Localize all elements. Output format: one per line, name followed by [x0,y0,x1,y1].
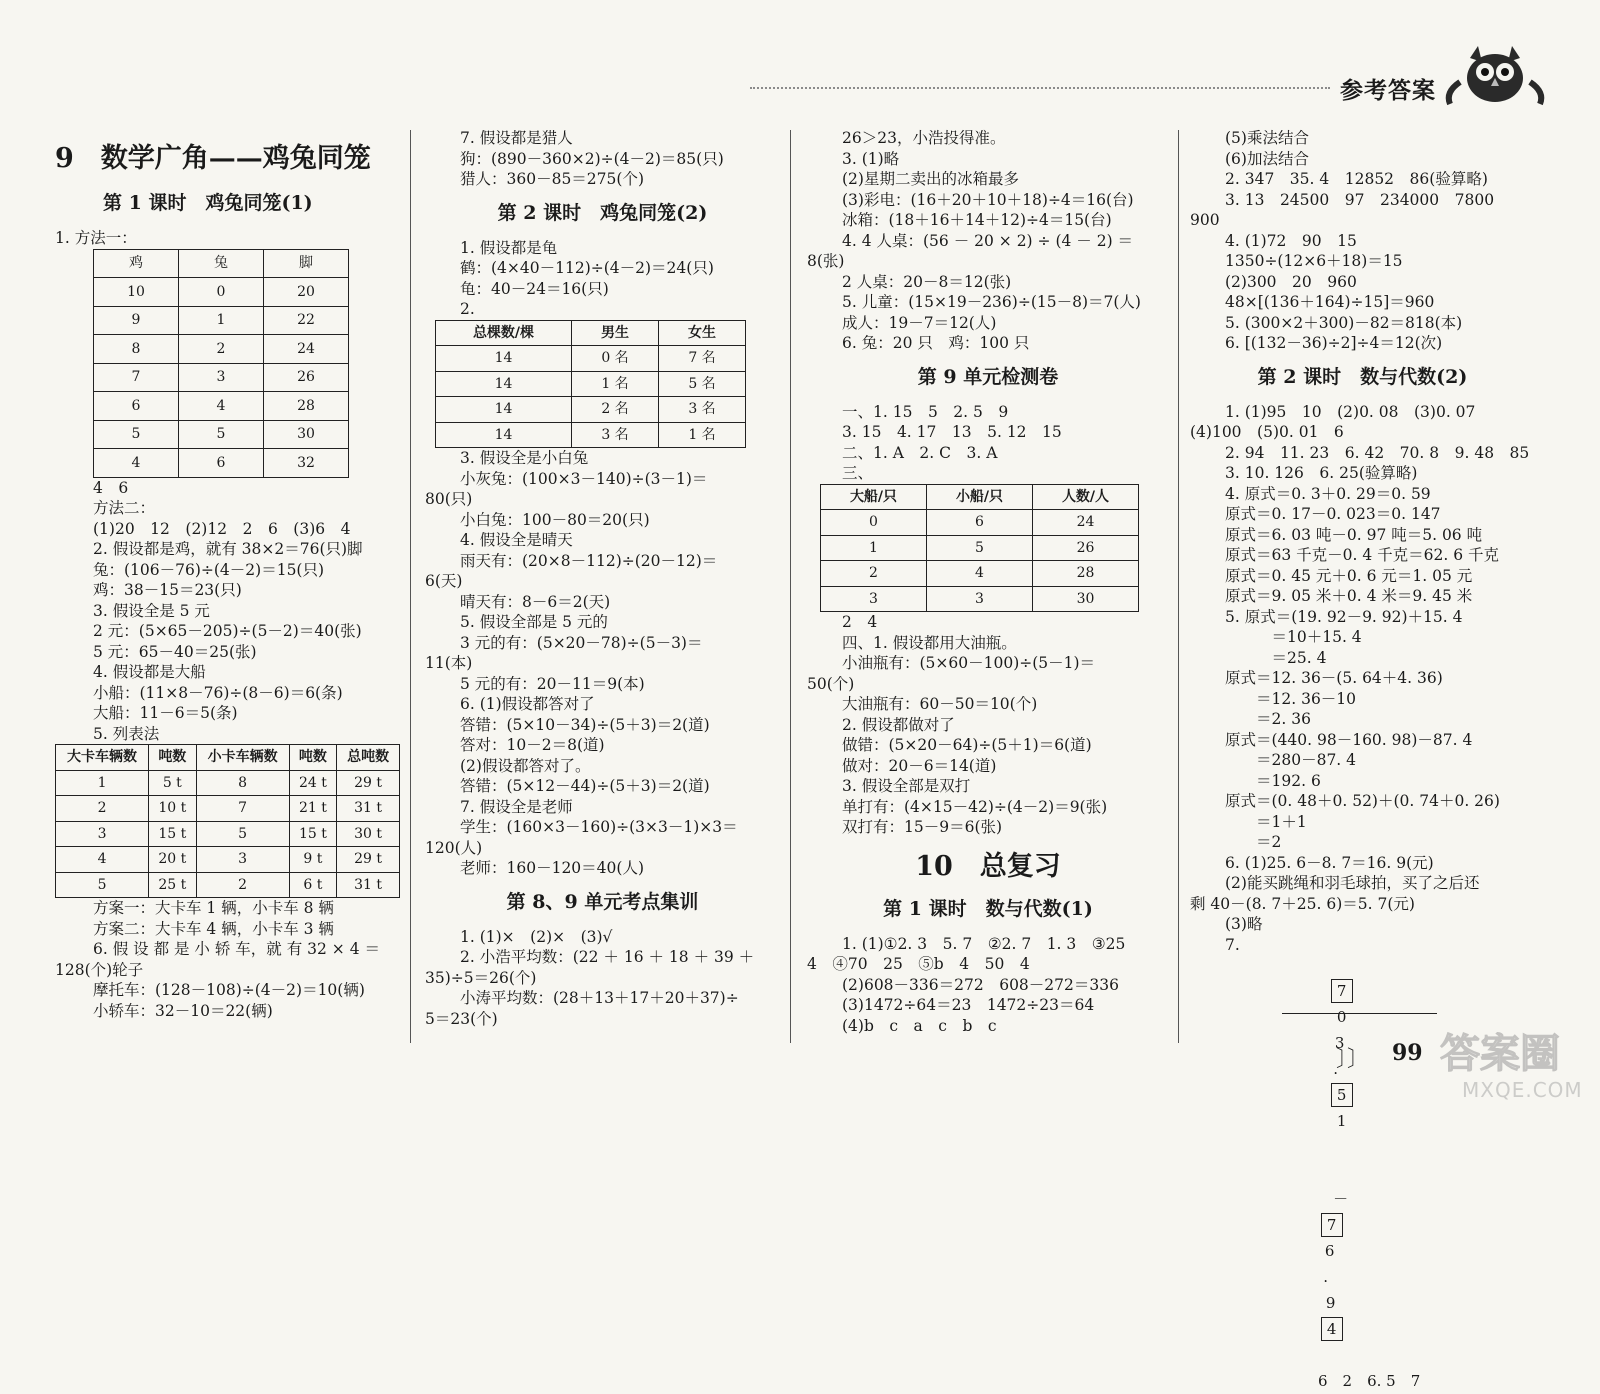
text-line: 4. (1)72 90 15 [1225,231,1357,250]
text-line: 方案一：大卡车 1 辆，小卡车 8 辆 [93,899,334,917]
text-line: 128(个)轮子 [55,960,144,979]
table-row [56,796,400,822]
table-cell: 1 [56,770,149,796]
table-cell: 1 名 [572,371,659,397]
table-header-cell: 鸡 [94,249,179,278]
table-cell: 3 [56,821,149,847]
table-header-cell: 男生 [572,320,659,346]
text-line: 大船：11－6＝5(条) [93,704,238,722]
table-cell: 28 [264,392,349,421]
text-line: (2)星期二卖出的冰箱最多 [842,170,1019,188]
digit: 0 [1336,1008,1347,1026]
text-line: (2)608－336＝272 608－272＝336 [842,975,1119,994]
text-line: 做错：(5×20－64)÷(5＋1)＝6(道) [842,736,1092,754]
table-cell: 0 [179,278,264,307]
text-line: 4. 原式＝0. 3＋0. 29＝0. 59 [1225,484,1431,503]
table-header-cell: 脚 [264,249,349,278]
table-row [821,535,1139,561]
table-cell: 8 [196,770,289,796]
text-line: ＝2. 36 [1225,710,1311,728]
text-line: 做对：20－6＝14(道) [842,756,997,775]
table-cell: 6 [179,449,264,478]
table-cell: 1 [179,306,264,335]
text-line: 4. 4 人桌：(56 － 20 × 2) ÷ (4 － 2) ＝ [842,231,1134,250]
table-cell: 2 [179,335,264,364]
column-4 [1190,128,1535,955]
text-line: 小油瓶有：(5×60－100)÷(5－1)＝ [842,654,1096,672]
text-line: ＝1＋1 [1225,812,1307,831]
digit: 9 [1325,1294,1336,1312]
subtraction-rule [1282,1013,1437,1014]
table-header-cell: 大船/只 [821,484,927,510]
text-line: 兔：(106－76)÷(4－2)＝15(只) [93,560,325,579]
table-cell: 2 名 [572,397,659,423]
column-divider-2 [790,130,791,1043]
column-3 [807,128,1169,1036]
table-row [94,278,349,307]
text-line: ＝280－87. 4 [1225,751,1357,769]
table-cell: 24 t [289,770,337,796]
table-header-cell: 总吨数 [337,745,400,771]
text-line: 三、 [842,464,874,482]
table-row [821,510,1139,536]
text-line: 原式＝0. 45 元＋0. 6 元＝1. 05 元 [1225,566,1473,585]
table-row [436,397,746,423]
table-header-cell: 吨数 [289,745,337,771]
table-cell: 30 [264,420,349,449]
text-line: 2. 假设都是鸡，就有 38×2＝76(只)脚 [93,540,363,558]
table-cell: 4 [927,561,1033,587]
column-divider-1 [410,130,411,1043]
text-line: 原式＝12. 36－(5. 64＋4. 36) [1225,669,1443,687]
table-cell: 14 [436,422,572,448]
text-line: 1. (1)①2. 3 5. 7 ②2. 7 1. 3 ③25 [842,934,1126,953]
lesson-title: 第 1 课时 数与代数(1) [883,897,1093,920]
text-line: 5. (300×2＋300)－82＝818(本) [1225,313,1463,332]
table-cell: 4 [94,449,179,478]
vertical-subtraction [1268,952,1420,1394]
table-cell: 32 [264,449,349,478]
table-header-row [821,484,1139,510]
table-cell: 30 [1033,586,1139,612]
unit-title: 10 总复习 [915,850,1061,882]
column-1 [55,132,400,1021]
text-line: 原式＝63 千克－0. 4 千克＝62. 6 千克 [1225,546,1500,564]
text-line: 学生：(160×3－160)÷(3×3－1)×3＝ [460,818,738,836]
text-line: 原式＝(440. 98－160. 98)－87. 4 [1225,730,1473,749]
text-line: 48×[(136＋164)÷15]＝960 [1225,293,1435,311]
text-line: 答对：10－2＝8(道) [460,736,605,754]
text-line: 双打有：15－9＝6(张) [842,818,1003,836]
table-cell: 7 [94,363,179,392]
table-header-row [94,249,349,278]
table-cell: 5 [179,420,264,449]
table-cell: 20 t [149,847,197,873]
table-cell: 6 [94,392,179,421]
table-cell: 5 [196,821,289,847]
text-line: 二、1. A 2. C 3. A [842,443,998,462]
text-line: 方案二：大卡车 4 辆，小卡车 3 辆 [93,919,334,938]
subtrahend-row [1292,1160,1420,1368]
text-line: 900 [1190,211,1220,229]
page-decoration: 〕〕 [1336,1047,1370,1072]
lesson-title: 第 2 课时 鸡兔同笼(2) [497,201,708,224]
text-line: 2 4 [842,613,878,631]
header-title: 参考答案 [1340,77,1436,104]
text-line: 单打有：(4×15－42)÷(4－2)＝9(张) [842,797,1108,816]
text-line: 鸡：38－15＝23(只) [93,581,242,599]
text-line: 80(只) [425,490,473,508]
text-line: 50(个) [807,674,855,693]
text-line: (6)加法结合 [1225,149,1309,168]
table-header-cell: 兔 [179,249,264,278]
text-line: 3. 假设全是小白兔 [460,449,589,467]
text-line: 2. 假设都做对了 [842,715,955,734]
table-cell: 26 [1033,535,1139,561]
text-line: 四、1. 假设都用大油瓶。 [842,633,1017,652]
chicken-rabbit-table [93,249,349,478]
truck-table [55,744,400,898]
table-header-cell: 小船/只 [927,484,1033,510]
text-line: 120(人) [425,838,483,857]
text-line: 8(张) [807,252,845,270]
text-line: 4. 假设都是大船 [93,663,206,681]
text-line: 7. 假设全是老师 [460,797,573,816]
table-cell: 3 [196,847,289,873]
digit-box: 5 [1331,1083,1353,1107]
text-line: 剩 40－(8. 7＋25. 6)＝5. 7(元) [1190,894,1415,913]
table-cell: 0 [821,510,927,536]
text-line: 狗：(890－360×2)÷(4－2)＝85(只) [460,149,724,168]
table-cell: 10 t [149,796,197,822]
table-cell: 15 t [289,821,337,847]
text-line: 5＝23(个) [425,1009,498,1028]
table-row [821,586,1139,612]
table-row [56,872,400,898]
watermark-url: MXQE.COM [1462,1078,1583,1102]
text-line: 1. 方法一： [55,229,137,247]
text-line: 原式＝6. 03 吨－0. 97 吨＝5. 06 吨 [1225,525,1483,544]
text-line: 原式＝(0. 48＋0. 52)＋(0. 74＋0. 26) [1225,792,1500,810]
table-row [94,306,349,335]
text-line: 5 元：65－40＝25(张) [93,642,257,661]
text-line: (4)100 (5)0. 01 6 [1190,423,1344,441]
table-cell: 24 [264,335,349,364]
table-cell: 3 [821,586,927,612]
table-cell: 2 [821,561,927,587]
text-line: 5. 原式＝(19. 92－9. 92)＋15. 4 [1225,607,1463,626]
text-line: 冰箱：(18＋16＋14＋12)÷4＝15(台) [842,211,1112,229]
text-line: 雨天有：(20×8－112)÷(20－12)＝ [460,551,718,570]
table-cell: 26 [264,363,349,392]
table-header-row [56,745,400,771]
table-row [436,422,746,448]
table-header-cell: 小卡车辆数 [196,745,289,771]
watermark-text: 答案圈 [1440,1031,1560,1077]
table-cell: 5 [56,872,149,898]
table-cell: 31 t [337,796,400,822]
text-line: 2. 小浩平均数：(22 ＋ 16 ＋ 18 ＋ 39 ＋ [460,948,755,966]
text-line: (3)略 [1225,915,1263,933]
table-cell: 20 [264,278,349,307]
text-line: 鹤：(4×40－112)÷(4－2)＝24(只) [460,259,714,277]
table-cell: 7 名 [659,346,746,372]
table-cell: 9 t [289,847,337,873]
table-cell: 5 [94,420,179,449]
table-cell: 1 名 [659,422,746,448]
text-line: 2. [460,300,475,318]
lesson-title: 第 2 课时 数与代数(2) [1257,365,1468,388]
text-line: 3. 假设全是 5 元 [93,601,210,620]
table-cell: 29 t [337,847,400,873]
result-row: 6 2 6. 5 7 [1318,1372,1421,1390]
text-line: 3. 15 4. 17 13 5. 12 15 [842,423,1062,441]
table-header-cell: 总棵数/棵 [436,320,572,346]
table-cell: 4 [56,847,149,873]
text-line: 3. (1)略 [842,149,900,168]
header-dotted-rule [750,87,1330,89]
minus-sign: － [1333,1190,1349,1208]
table-header-cell: 大卡车辆数 [56,745,149,771]
table-cell: 2 [56,796,149,822]
text-line: 小灰兔：(100×3－140)÷(3－1)＝ [460,469,708,488]
text-line: (2)300 20 960 [1225,272,1357,291]
decimal-point: . [1323,1268,1328,1286]
table-cell: 1 [821,535,927,561]
table-cell: 14 [436,397,572,423]
table-row [56,821,400,847]
table-cell: 14 [436,346,572,372]
text-line: 摩托车：(128－108)÷(4－2)＝10(辆) [93,981,365,999]
text-line: 3. 假设全部是双打 [842,777,971,795]
table-cell: 29 t [337,770,400,796]
table-cell: 24 [1033,510,1139,536]
students-table [435,320,746,449]
table-row [821,561,1139,587]
table-cell: 0 名 [572,346,659,372]
text-line: 7. 假设都是猎人 [460,129,573,147]
text-line: 2 元：(5×65－205)÷(5－2)＝40(张) [93,622,362,640]
unit-title: 9 数学广角——鸡兔同笼 [55,143,371,174]
text-line: 6. (1)假设都答对了 [460,695,595,713]
table-row [94,449,349,478]
page-number: 99 [1392,1040,1423,1066]
text-line: 2. 347 35. 4 12852 86(验算略) [1225,170,1488,188]
digit: 3 [1334,1034,1345,1052]
text-line: 4. 假设全是晴天 [460,531,573,549]
text-line: 4 ④70 25 ⑤b 4 50 4 [807,955,1030,973]
table-cell: 10 [94,278,179,307]
table-cell: 3 [179,363,264,392]
text-line: 6. (1)25. 6－8. 7＝16. 9(元) [1225,853,1434,872]
text-line: 26＞23，小浩投得准。 [842,129,1006,147]
table-header-cell: 人数/人 [1033,484,1139,510]
text-line: 答错：(5×12－44)÷(5＋3)＝2(道) [460,777,710,795]
table-cell: 25 t [149,872,197,898]
column-divider-3 [1178,130,1179,1043]
table-row [94,363,349,392]
table-row [94,392,349,421]
digit-box: 7 [1321,1213,1343,1237]
section-title: 第 8、9 单元考点集训 [506,890,699,913]
text-line: 1. 假设都是龟 [460,238,558,257]
text-line: 4 6 [93,478,129,497]
table-cell: 6 t [289,872,337,898]
text-line: 5. 列表法 [93,724,160,743]
digit-box: 7 [1331,979,1353,1003]
text-line: 3 元的有：(5×20－78)÷(5－3)＝ [460,633,703,652]
digit: 1 [1336,1112,1347,1130]
text-line: (3)彩电：(16＋20＋10＋18)÷4＝16(台) [842,190,1134,209]
text-line: 方法二： [93,499,156,517]
text-line: 小白兔：100－80＝20(只) [460,510,650,529]
text-line: 2 人桌：20－8＝12(张) [842,272,1012,291]
table-row [56,847,400,873]
text-line: 1350÷(12×6＋18)＝15 [1225,252,1403,270]
table-cell: 30 t [337,821,400,847]
text-line: 原式＝0. 17－0. 023＝0. 147 [1225,505,1441,523]
table-cell: 2 [196,872,289,898]
section-title: 第 9 单元检测卷 [917,365,1059,388]
table-cell: 5 [927,535,1033,561]
table-row [94,335,349,364]
watermark-logo [1440,1030,1590,1130]
text-line: 老师：160－120＝40(人) [460,859,644,877]
text-line: 1. (1)95 10 (2)0. 08 (3)0. 07 [1225,402,1476,421]
text-line: ＝12. 36－10 [1225,689,1357,708]
text-line: 7. [1225,935,1240,954]
table-header-cell: 女生 [659,320,746,346]
text-line: ＝25. 4 [1225,648,1327,667]
text-line: ＝192. 6 [1225,771,1321,790]
text-line: 3. 10. 126 6. 25(验算略) [1225,464,1418,482]
table-cell: 31 t [337,872,400,898]
text-line: ＝10＋15. 4 [1225,628,1362,646]
text-line: (2)能买跳绳和羽毛球拍，买了之后还 [1225,874,1480,892]
text-line: 5. 儿童：(15×19－236)÷(15－8)＝7(人) [842,293,1141,311]
column-2 [425,128,780,1029]
text-line: (3)1472÷64＝23 1472÷23＝64 [842,996,1095,1014]
table-row [436,371,746,397]
lesson-title: 第 1 课时 鸡兔同笼(1) [103,192,313,214]
digit-box: 4 [1321,1317,1343,1341]
text-line: (2)假设都答对了。 [460,756,591,775]
table-cell: 28 [1033,561,1139,587]
text-line: 35)÷5＝26(个) [425,968,537,987]
text-line: 11(本) [425,654,473,672]
text-line: (5)乘法结合 [1225,129,1309,147]
table-header-cell: 吨数 [149,745,197,771]
table-cell: 3 名 [659,397,746,423]
text-line: 6(天) [425,572,463,590]
text-line: 3. 13 24500 97 234000 7800 [1225,190,1495,209]
table-row [94,420,349,449]
text-line: 小轿车：32－10＝22(辆) [93,1001,273,1020]
text-line: 6. 假 设 都 是 小 轿 车，就 有 32 × 4 ＝ [93,940,380,958]
table-cell: 6 [927,510,1033,536]
table-cell: 8 [94,335,179,364]
text-line: ＝2 [1225,833,1282,851]
table-row [436,346,746,372]
table-row [56,770,400,796]
text-line: 6. [(132－36)÷2]÷4＝12(次) [1225,334,1443,352]
table-cell: 4 [179,392,264,421]
table-cell: 3 名 [572,422,659,448]
text-line: 小船：(11×8－76)÷(8－6)＝6(条) [93,683,343,702]
table-cell: 5 名 [659,371,746,397]
text-line: 6. 兔：20 只 鸡：100 只 [842,334,1030,352]
digit: 6 [1324,1242,1335,1260]
decimal-point: . [1333,1060,1338,1078]
table-cell: 21 t [289,796,337,822]
boats-table [820,484,1139,613]
text-line: 答错：(5×10－34)÷(5＋3)＝2(道) [460,715,710,734]
text-line: (1)20 12 (2)12 2 6 (3)6 4 [93,519,351,538]
text-line: (4)b c a c b c [842,1016,997,1035]
table-cell: 15 t [149,821,197,847]
owl-mascot-icon [1440,42,1550,112]
text-line: 5. 假设全部是 5 元的 [460,613,608,631]
text-line: 成人：19－7＝12(人) [842,313,997,332]
text-line: 晴天有：8－6＝2(天) [460,592,611,611]
text-line: 小涛平均数：(28＋13＋17＋20＋37)÷ [460,989,739,1007]
table-cell: 5 t [149,770,197,796]
table-header-row [436,320,746,346]
table-cell: 3 [927,586,1033,612]
text-line: 大油瓶有：60－50＝10(个) [842,695,1038,713]
table-cell: 7 [196,796,289,822]
text-line: 一、1. 15 5 2. 5 9 [842,402,1009,421]
table-cell: 9 [94,306,179,335]
text-line: 2. 94 11. 23 6. 42 70. 8 9. 48 85 [1225,443,1530,462]
table-cell: 22 [264,306,349,335]
text-line: 5 元的有：20－11＝9(本) [460,674,645,693]
text-line: 1. (1)× (2)× (3)√ [460,927,613,946]
text-line: 原式＝9. 05 米＋0. 4 米＝9. 45 米 [1225,587,1473,605]
text-line: 龟：40－24＝16(只) [460,279,609,298]
table-cell: 14 [436,371,572,397]
text-line: 猎人：360－85＝275(个) [460,170,644,188]
